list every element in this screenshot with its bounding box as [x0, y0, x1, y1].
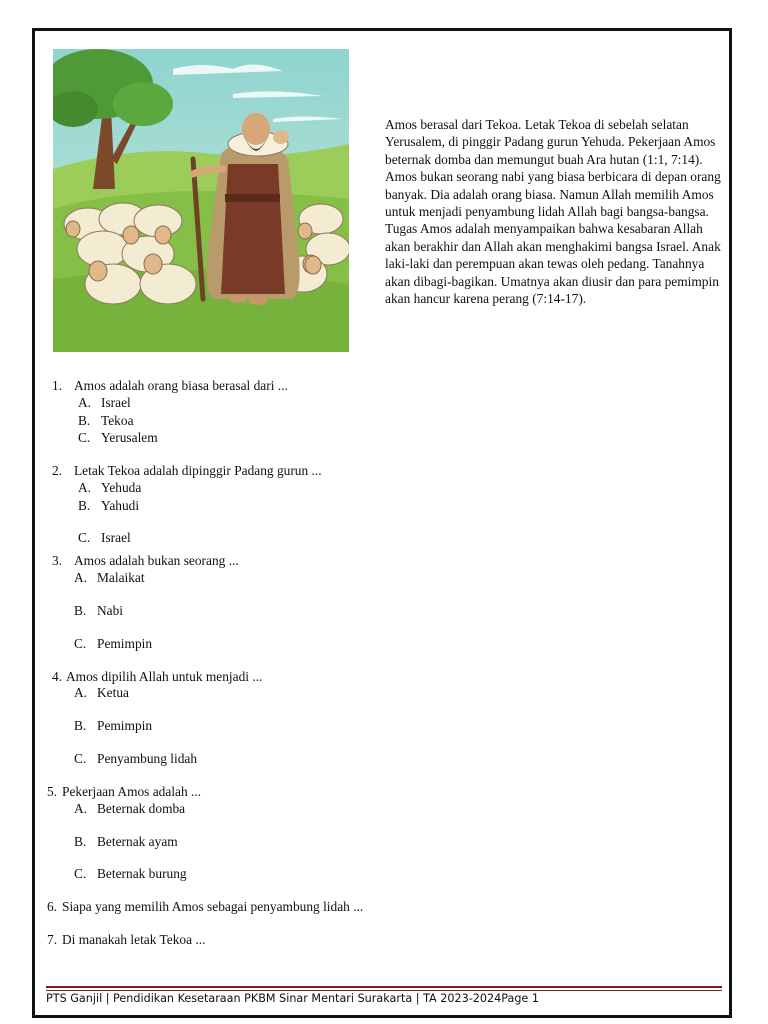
question-6: [47, 898, 364, 915]
question-number: 4.: [52, 669, 63, 684]
option-5b: B. Beternak ayam: [74, 834, 178, 849]
question-text: Pekerjaan Amos adalah ...: [62, 784, 202, 799]
option-2c: C. Israel: [78, 530, 131, 545]
option-2a: A. Yehuda: [78, 480, 142, 495]
question-4: [52, 668, 263, 685]
question-text: Di manakah letak Tekoa ...: [62, 932, 206, 947]
story-paragraph: Amos bukan seorang nabi yang biasa berbicara di depan orang banyak. Dia adalah orang biasa. Namun Allah memilih Amos untuk menjadi penyambung lidah Allah bagi bangsa-bangsa.: [385, 169, 721, 220]
question-text: Amos dipilih Allah untuk menjadi ...: [66, 669, 263, 684]
option-4c: C. Penyambung lidah: [74, 751, 198, 766]
page-footer: [46, 992, 539, 1006]
option-4b: B. Pemimpin: [74, 718, 153, 733]
question-number: 2.: [52, 463, 63, 478]
footer-rule: [46, 990, 722, 991]
question-3: [52, 552, 239, 569]
question-1: [52, 377, 288, 394]
option-1a: A. Israel: [78, 395, 131, 410]
question-text: Letak Tekoa adalah dipinggir Padang gurun ...: [74, 463, 322, 478]
story-paragraph: Tugas Amos adalah menyampaikan bahwa kesabaran Allah akan berakhir dan Allah akan menghakimi bangsa Israel. Anak laki-laki dan perempuan akan tewas oleh pedang. Tanahnya akan dibagi-bagikan. Umatnya akan diusir dan para pemimpin akan hancur karena perang (7:14-17).: [385, 221, 721, 307]
footer-rule: [46, 986, 722, 988]
option-5c: C. Beternak burung: [74, 866, 187, 881]
question-5: [47, 783, 202, 800]
story-paragraph: Amos berasal dari Tekoa. Letak Tekoa di sebelah selatan Yerusalem, di pinggir Padang gurun Yehuda. Pekerjaan Amos beternak domba dan memungut buah Ara hutan (1:1, 7:14).: [385, 117, 716, 167]
question-number: 6.: [47, 899, 58, 914]
option-1c: C. Yerusalem: [78, 430, 158, 445]
page-number: Page 1: [501, 992, 539, 1005]
question-2: [52, 462, 322, 479]
question-number: 1.: [52, 378, 63, 393]
question-number: 7.: [47, 932, 58, 947]
option-5a: A. Beternak domba: [74, 801, 186, 816]
footer-text: PTS Ganjil | Pendidikan Kesetaraan PKBM Sinar Mentari Surakarta | TA 2023-2024: [46, 992, 502, 1005]
option-3a: A. Malaikat: [74, 570, 145, 585]
amos-shepherd-illustration: [53, 49, 349, 352]
option-4a: A. Ketua: [74, 685, 129, 700]
question-number: 3.: [52, 553, 63, 568]
question-text: Siapa yang memilih Amos sebagai penyambung lidah ...: [62, 899, 364, 914]
option-3c: C. Pemimpin: [74, 636, 153, 651]
question-7: [47, 931, 206, 948]
question-number: 5.: [47, 784, 58, 799]
option-1b: B. Tekoa: [78, 413, 134, 428]
question-text: Amos adalah bukan seorang ...: [74, 553, 239, 568]
story-text: [385, 116, 730, 307]
question-text: Amos adalah orang biasa berasal dari ...: [74, 378, 288, 393]
option-2b: B. Yahudi: [78, 498, 140, 513]
option-3b: B. Nabi: [74, 603, 124, 618]
